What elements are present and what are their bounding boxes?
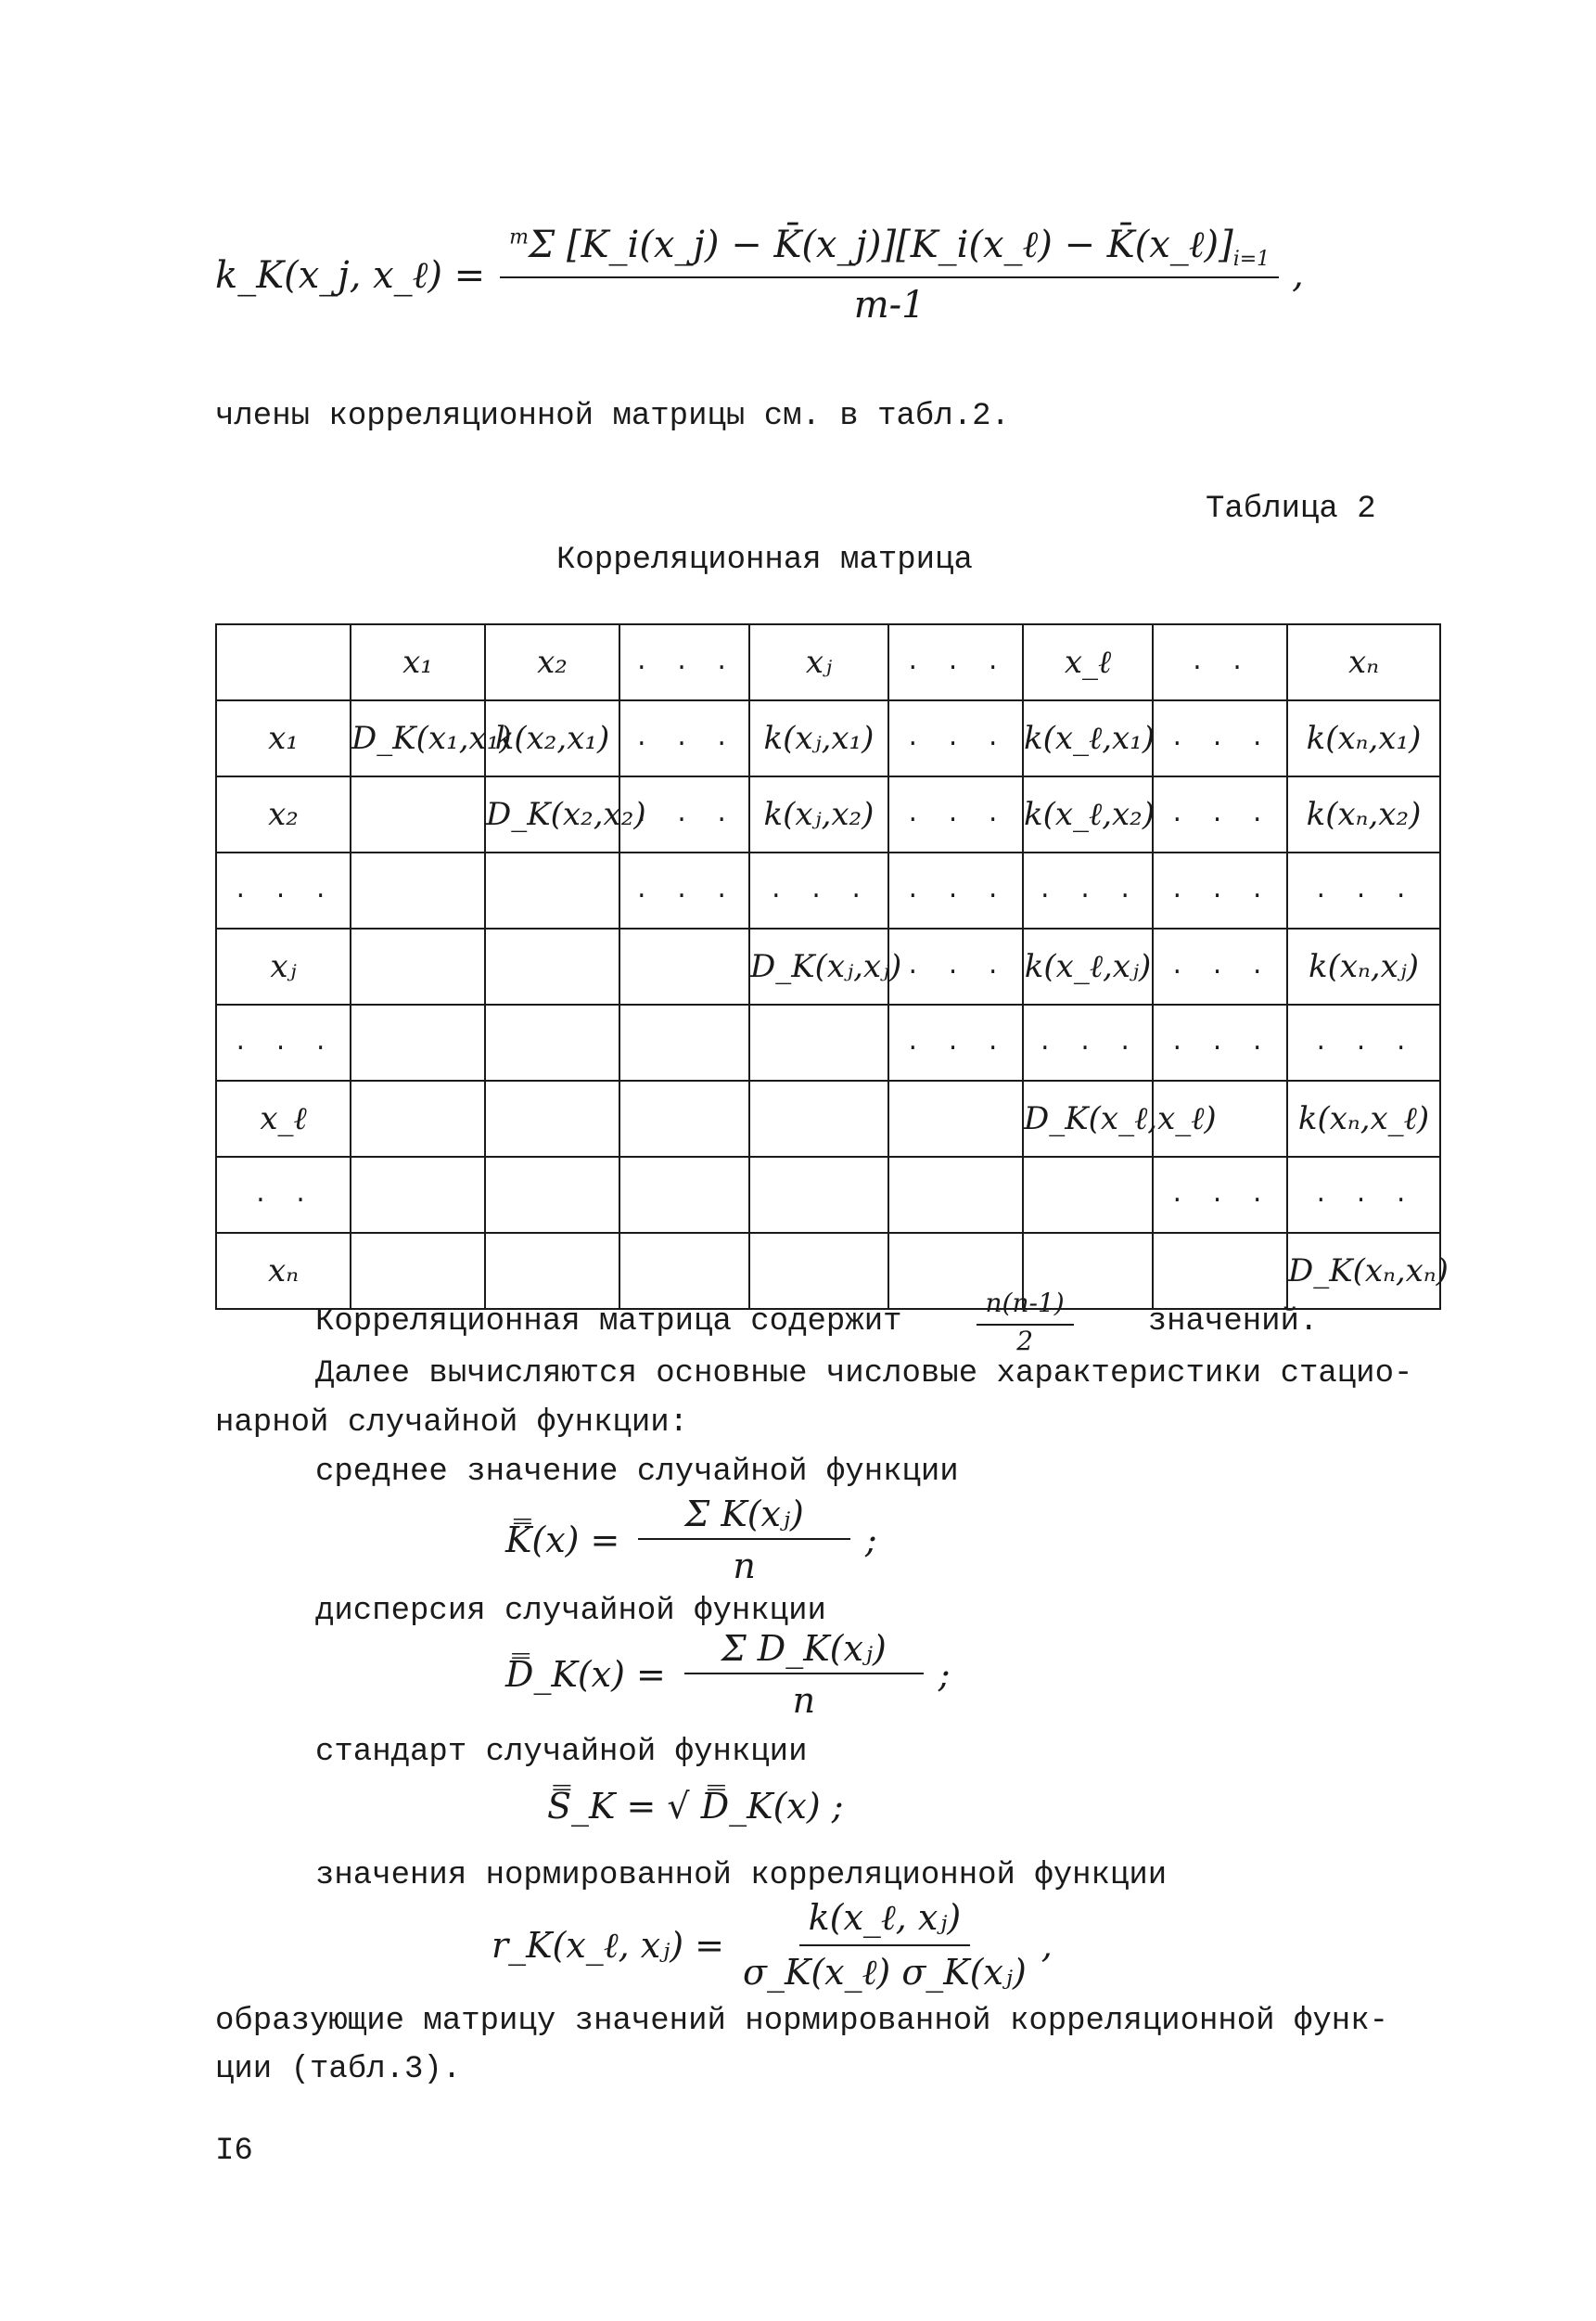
- matrix-cell: [749, 1081, 888, 1157]
- disp-formula: [505, 1628, 951, 1721]
- top-formula-lhs: k_K(x_j, x_ℓ) =: [215, 253, 486, 297]
- norm-den: σ_K(x_ℓ) σ_K(xⱼ): [743, 1952, 1027, 1993]
- contains-prefix: Корреляционная матрица содержит: [315, 1304, 902, 1340]
- matrix-row-header-cell: . .: [216, 1157, 351, 1233]
- matrix-cell: . . .: [888, 700, 1023, 776]
- mean-lhs: K̿(x) =: [505, 1520, 620, 1560]
- matrix-cell: . . .: [619, 700, 749, 776]
- matrix-cell: . . .: [1153, 1005, 1287, 1081]
- top-formula-denominator: m-1: [853, 284, 926, 327]
- disp-den: n: [792, 1680, 816, 1721]
- matrix-cell: k(xₙ,x_ℓ): [1287, 1081, 1440, 1157]
- std-formula: S̿_K = √ D̿_K(x) ;: [547, 1786, 844, 1827]
- correlation-matrix-table: [215, 623, 1449, 1310]
- matrix-cell: . . .: [888, 1005, 1023, 1081]
- matrix-header-cell: xₙ: [1287, 624, 1440, 700]
- matrix-cell: . . .: [1287, 853, 1440, 929]
- matrix-cell: k(xₙ,xⱼ): [1287, 929, 1440, 1005]
- mean-fraction: [638, 1494, 849, 1586]
- matrix-cell: D_K(x₁,x₁): [351, 700, 485, 776]
- matrix-cell: [485, 1157, 619, 1233]
- matrix-header-cell: . . .: [619, 624, 749, 700]
- matrix-header-cell: x_ℓ: [1023, 624, 1153, 700]
- page-number: I6: [215, 2134, 253, 2169]
- matrix-header-cell: x₁: [351, 624, 485, 700]
- norm-label: значения нормированной корреляционной функции: [315, 1858, 1168, 1893]
- matrix-row: [216, 853, 1440, 929]
- matrix-row: [216, 1081, 1440, 1157]
- disp-lhs: D̿_K(x) =: [505, 1654, 666, 1695]
- matrix-row-header-cell: x_ℓ: [216, 1081, 351, 1157]
- table-label: Таблица 2: [1206, 492, 1376, 527]
- matrix-row: [216, 700, 1440, 776]
- matrix-cell: [351, 1157, 485, 1233]
- matrix-cell: . . .: [619, 776, 749, 853]
- disp-num: Σ D_K(xⱼ): [684, 1628, 924, 1674]
- sum-upper: m: [509, 225, 530, 250]
- disp-trail: ;: [938, 1654, 951, 1695]
- matrix-cell: [1023, 1157, 1153, 1233]
- matrix-cell: D_K(x₂,x₂): [485, 776, 619, 853]
- matrix-cell: [485, 1005, 619, 1081]
- matrix-cell: [888, 1157, 1023, 1233]
- matrix-header-cell: x₂: [485, 624, 619, 700]
- matrix-cell: . . .: [1153, 929, 1287, 1005]
- matrix-cell: . . .: [1153, 853, 1287, 929]
- matrix-row: [216, 1005, 1440, 1081]
- contains-num: n(n-1): [977, 1288, 1074, 1326]
- matrix-cell: . . .: [1153, 1157, 1287, 1233]
- matrix-cell: D_K(xⱼ,xⱼ): [749, 929, 888, 1005]
- mean-label: среднее значение случайной функции: [315, 1455, 959, 1490]
- disp-label: дисперсия случайной функции: [315, 1594, 826, 1629]
- matrix-cell: . . .: [888, 929, 1023, 1005]
- table-title: Корреляционная матрица: [556, 543, 973, 578]
- matrix-cell: k(xⱼ,x₂): [749, 776, 888, 853]
- matrix-cell: [619, 1157, 749, 1233]
- disp-fraction: [684, 1628, 924, 1721]
- further-line-1: Далее вычисляются основные числовые характеристики стацио-: [315, 1356, 1413, 1391]
- matrix-header-cell: xⱼ: [749, 624, 888, 700]
- matrix-row-header-cell: xₙ: [216, 1233, 351, 1309]
- matrix-cell: [619, 929, 749, 1005]
- matrix-cell: . . .: [749, 853, 888, 929]
- mean-num: Σ K(xⱼ): [638, 1494, 849, 1540]
- matrix-row-header-cell: x₁: [216, 700, 351, 776]
- matrix-cell: [351, 853, 485, 929]
- contains-line: [315, 1288, 1318, 1356]
- matrix-cell: D_K(xₙ,xₙ): [1287, 1233, 1440, 1309]
- matrix-cell: . . .: [1023, 1005, 1153, 1081]
- matrix-header-cell: . .: [1153, 624, 1287, 700]
- matrix-cell: [351, 776, 485, 853]
- matrix-header-cell: . . .: [888, 624, 1023, 700]
- matrix-cell: . . .: [888, 853, 1023, 929]
- mean-den: n: [733, 1545, 756, 1586]
- matrix-cell: . . .: [888, 776, 1023, 853]
- contains-suffix: значений.: [1147, 1304, 1319, 1340]
- matrix-cell: [619, 1081, 749, 1157]
- matrix-row: [216, 776, 1440, 853]
- matrix-row: [216, 929, 1440, 1005]
- matrix-cell: k(xₙ,x₁): [1287, 700, 1440, 776]
- matrix-row-header-cell: xⱼ: [216, 929, 351, 1005]
- matrix-cell: [888, 1081, 1023, 1157]
- matrix-cell: [485, 853, 619, 929]
- matrix-cell: k(xₙ,x₂): [1287, 776, 1440, 853]
- sum-lower: i=1: [1232, 248, 1270, 271]
- matrix-cell: [619, 1005, 749, 1081]
- forming-line-1: образующие матрицу значений нормированной корреляционной функ-: [215, 2004, 1389, 2039]
- top-formula-numerator-text: Σ [K_i(x_j) − K̄(x_j)][K_i(x_ℓ) − K̄(x_ℓ)]: [529, 224, 1233, 266]
- matrix-cell: [749, 1005, 888, 1081]
- matrix-cell: k(x_ℓ,x₂): [1023, 776, 1153, 853]
- matrix-header-cell: [216, 624, 351, 700]
- matrix-cell: k(xⱼ,x₁): [749, 700, 888, 776]
- norm-trail: ,: [1041, 1925, 1053, 1966]
- matrix-row-header-cell: . . .: [216, 1005, 351, 1081]
- matrix-cell: [485, 1081, 619, 1157]
- matrix-cell: . . .: [1153, 776, 1287, 853]
- norm-fraction: [743, 1897, 1027, 1994]
- matrix-cell: . . .: [1023, 853, 1153, 929]
- matrix-row: [216, 1157, 1440, 1233]
- mean-trail: ;: [864, 1520, 877, 1560]
- matrix-body: [216, 624, 1449, 1309]
- top-formula-trail: ,: [1292, 253, 1304, 296]
- norm-lhs: r_K(x_ℓ, xⱼ) =: [492, 1924, 725, 1966]
- norm-formula: [492, 1897, 1053, 1994]
- matrix-cell: . . .: [1287, 1005, 1440, 1081]
- forming-line-2: ции (табл.3).: [215, 2052, 462, 2087]
- mean-formula: [505, 1494, 877, 1586]
- matrix-cell: . . .: [1287, 1157, 1440, 1233]
- matrix-cell: D_K(x_ℓ,x_ℓ): [1023, 1081, 1153, 1157]
- matrix-cell: k(x_ℓ,xⱼ): [1023, 929, 1153, 1005]
- contains-den: 2: [1016, 1326, 1034, 1356]
- matrix-cell: k(x_ℓ,x₁): [1023, 700, 1153, 776]
- matrix-cell: k(x₂,x₁): [485, 700, 619, 776]
- matrix-cell: [351, 929, 485, 1005]
- matrix-cell: [351, 1005, 485, 1081]
- norm-num: k(x_ℓ, xⱼ): [799, 1897, 971, 1946]
- matrix-cell: . . .: [619, 853, 749, 929]
- contains-fraction: [977, 1288, 1074, 1356]
- matrix-cell: [351, 1081, 485, 1157]
- matrix-cell: [749, 1157, 888, 1233]
- further-line-2: нарной случайной функции:: [215, 1405, 689, 1441]
- top-formula: [215, 223, 1304, 327]
- matrix-row: [216, 624, 1440, 700]
- matrix-row-header-cell: x₂: [216, 776, 351, 853]
- top-formula-numerator: [500, 223, 1279, 278]
- intro-line: члены корреляционной матрицы см. в табл.2.: [215, 399, 1010, 434]
- matrix-cell: [485, 929, 619, 1005]
- matrix-cell: . . .: [1153, 700, 1287, 776]
- matrix-row-header-cell: . . .: [216, 853, 351, 929]
- std-label: стандарт случайной функции: [315, 1735, 808, 1770]
- top-formula-fraction: [500, 223, 1279, 327]
